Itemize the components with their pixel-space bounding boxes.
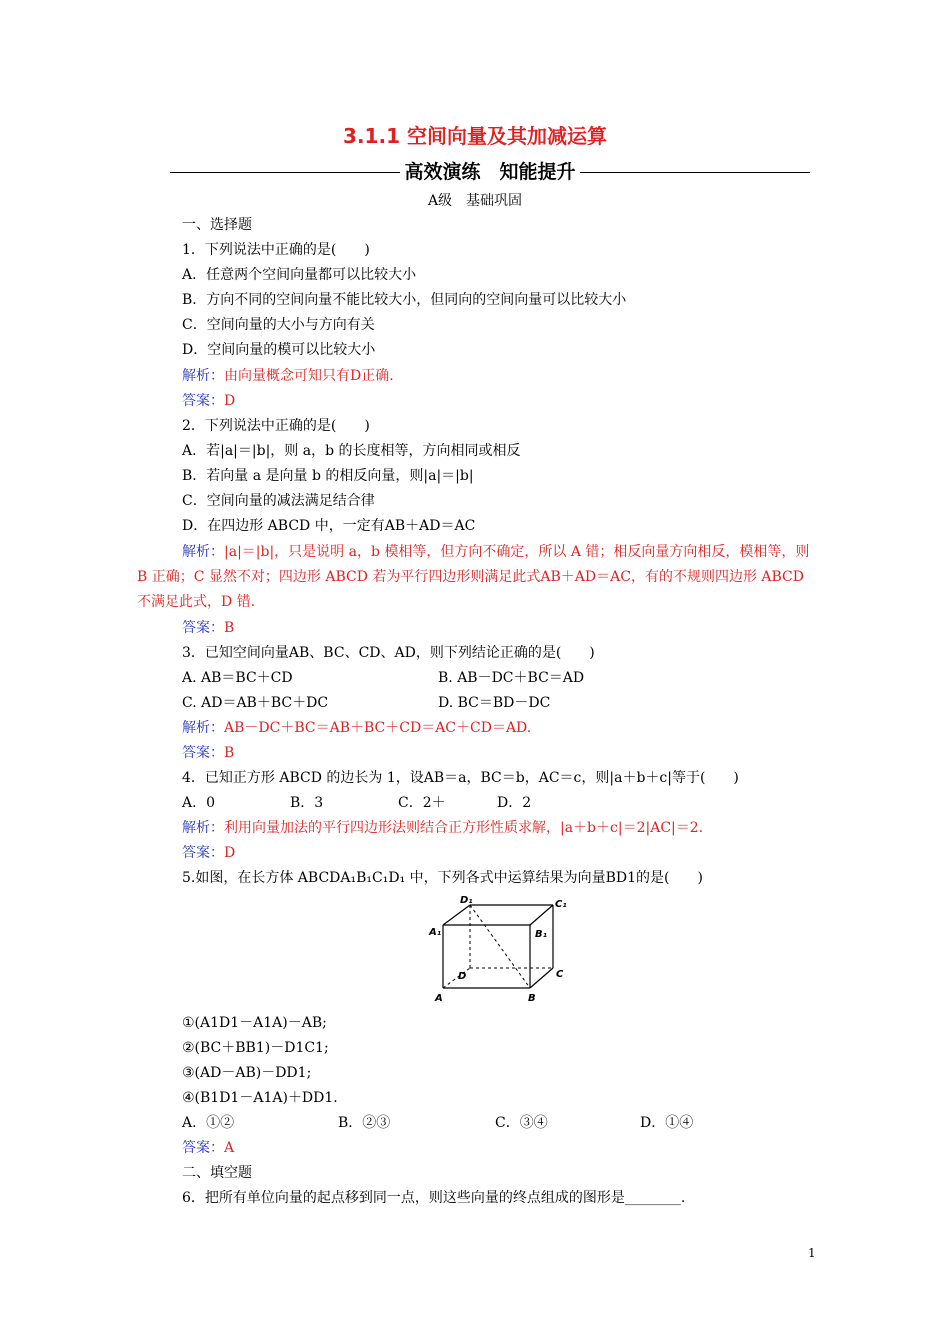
- q5-answer: [182, 1138, 234, 1158]
- q5-expr-4: ④(B1D1－A1A)＋DD1.: [182, 1090, 338, 1106]
- q1-analysis-label: 解析：: [182, 368, 224, 384]
- label-a: A: [435, 993, 443, 1004]
- q5-answer-label: 答案：: [182, 1140, 224, 1156]
- q1-option-d: D．空间向量的模可以比较大小: [182, 342, 376, 358]
- q5-expr-3: ③(AD－AB)－DD1;: [182, 1065, 312, 1081]
- q2-stem: 2．下列说法中正确的是( ): [182, 418, 370, 434]
- q2-analysis-label: 解析：: [182, 544, 224, 560]
- level-heading: A级 基础巩固: [427, 193, 523, 209]
- q1-answer-value: D: [224, 393, 236, 409]
- q4-answer-label: 答案：: [182, 845, 224, 861]
- q3-analysis: [182, 718, 531, 738]
- banner: [170, 157, 810, 187]
- q5-option-a: A．①②: [182, 1115, 235, 1131]
- q2-option-d: D．在四边形 ABCD 中，一定有AB＋AD＝AC: [182, 518, 476, 534]
- q1-answer-label: 答案：: [182, 393, 224, 409]
- label-a1: A₁: [429, 927, 442, 938]
- q1-option-c: C．空间向量的大小与方向有关: [182, 317, 375, 333]
- q4-analysis-label: 解析：: [182, 820, 224, 836]
- q3-answer-value: B: [224, 745, 235, 761]
- q4-option-c: C．2＋: [398, 795, 446, 811]
- section-choice: 一、选择题: [182, 217, 252, 233]
- q4-option-a: A．0: [182, 795, 216, 811]
- q2-answer-value: B: [224, 620, 235, 636]
- q3-analysis-label: 解析：: [182, 720, 224, 736]
- q2-analysis: [137, 540, 817, 615]
- q2-option-c: C．空间向量的减法满足结合律: [182, 493, 375, 509]
- q3-analysis-text: AB－DC＋BC＝AB＋BC＋CD＝AC＋CD＝AD.: [224, 720, 532, 736]
- q1-answer: [182, 391, 235, 411]
- q5-option-d: D．①④: [640, 1115, 694, 1131]
- q3-answer: [182, 743, 234, 763]
- label-b1: B₁: [535, 929, 548, 940]
- q3-option-c: C. AD＝AB＋BC＋DC: [182, 695, 329, 711]
- q6-stem: 6．把所有单位向量的起点移到同一点，则这些向量的终点组成的图形是________.: [182, 1190, 686, 1206]
- q2-option-b: B．若向量 a 是向量 b 的相反向量，则|a|＝|b|: [182, 468, 474, 484]
- q4-option-d: D．2: [497, 795, 532, 811]
- q5-stem: 5.如图，在长方体 ABCDA₁B₁C₁D₁ 中，下列各式中运算结果为向量BD1的是( ): [182, 870, 703, 886]
- label-b: B: [528, 993, 536, 1004]
- q1-analysis: [182, 366, 394, 386]
- page-title: 3.1.1 空间向量及其加减运算: [343, 124, 607, 148]
- q3-option-a: A. AB＝BC＋CD: [182, 670, 293, 686]
- q5-expr-1: ①(A1D1－A1A)－AB;: [182, 1015, 327, 1031]
- cuboid-figure: [425, 893, 575, 1008]
- label-c1: C₁: [555, 899, 567, 910]
- q1-stem: 1．下列说法中正确的是( ): [182, 242, 370, 258]
- q3-option-d: D. BC＝BD－DC: [438, 695, 551, 711]
- q2-analysis-text: |a|＝|b|，只是说明 a，b 模相等，但方向不确定，所以 A 错；相反向量方向相反，模相等，则 B 正确；C 显然不对；四边形 ABCD 若为平行四边形则满足此式AB＋AD＝AC，有的不规则四边形 ABCD 不满足此式，D 错.: [137, 544, 810, 610]
- label-d: D: [458, 971, 467, 982]
- q4-stem: 4．已知正方形 ABCD 的边长为 1，设AB＝a，BC＝b，AC＝c，则|a＋b＋c|等于( ): [182, 770, 739, 786]
- q5-expr-2: ②(BC＋BB1)－D1C1;: [182, 1040, 329, 1056]
- q4-answer: [182, 843, 235, 863]
- label-d1: D₁: [460, 895, 473, 906]
- q5-option-b: B．②③: [338, 1115, 391, 1131]
- q4-option-b: B．3: [290, 795, 324, 811]
- q2-answer-label: 答案：: [182, 620, 224, 636]
- q4-answer-value: D: [224, 845, 236, 861]
- q1-option-b: B．方向不同的空间向量不能比较大小，但同向的空间向量可以比较大小: [182, 292, 627, 308]
- q1-analysis-text: 由向量概念可知只有D正确.: [224, 368, 394, 384]
- label-c: C: [556, 969, 564, 980]
- page-number: 1: [808, 1246, 816, 1260]
- q5-option-c: C．③④: [495, 1115, 548, 1131]
- section-fill: 二、填空题: [182, 1165, 252, 1181]
- q3-answer-label: 答案：: [182, 745, 224, 761]
- q3-stem: 3．已知空间向量AB、BC、CD、AD，则下列结论正确的是( ): [182, 645, 595, 661]
- q4-analysis-text: 利用向量加法的平行四边形法则结合正方形性质求解，|a＋b＋c|＝2|AC|＝2.: [224, 820, 704, 836]
- banner-text: 高效演练 知能提升: [400, 161, 579, 183]
- q1-option-a: A．任意两个空间向量都可以比较大小: [182, 267, 417, 283]
- q3-option-b: B. AB－DC＋BC＝AD: [438, 670, 585, 686]
- q2-option-a: A．若|a|＝|b|，则 a，b 的长度相等，方向相同或相反: [182, 443, 521, 459]
- q2-answer: [182, 618, 234, 638]
- q5-answer-value: A: [224, 1140, 235, 1156]
- q4-analysis: [182, 818, 703, 838]
